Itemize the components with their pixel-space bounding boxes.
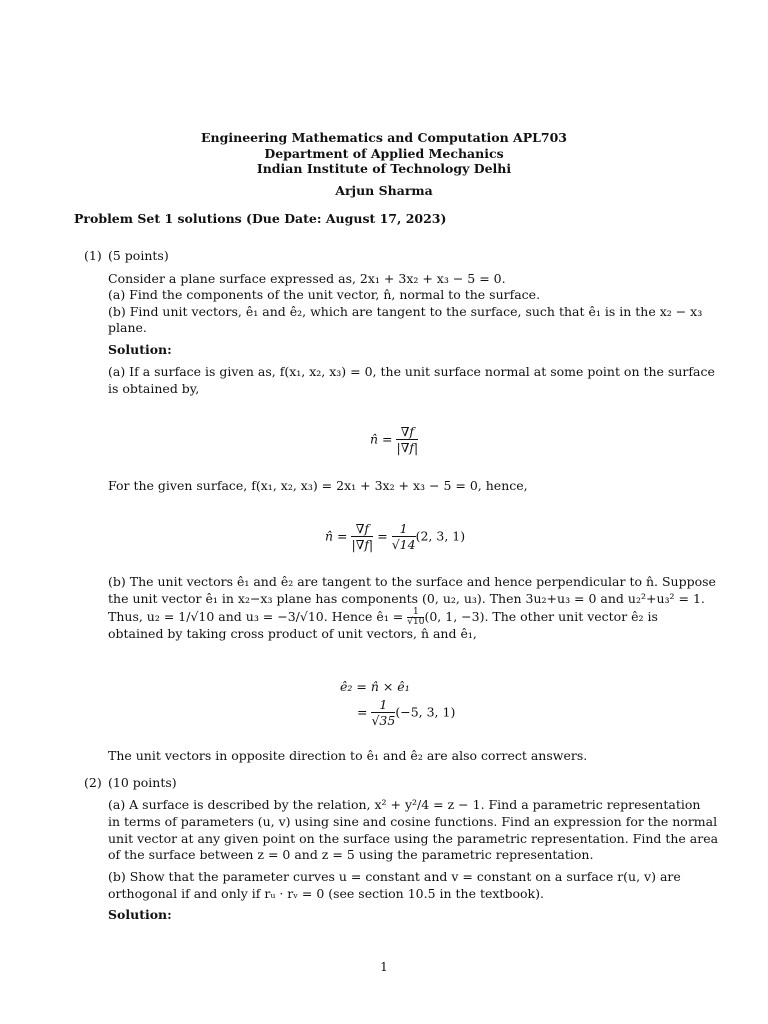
solution-text: For the given surface, f(x₁, x₂, x₃) = 2x₁ + 3x₂ + x₃ − 5 = 0, hence, — [108, 478, 528, 493]
equals-sign: = — [357, 704, 368, 720]
denominator: √14 — [391, 537, 416, 552]
solution-text: (a) If a surface is given as, f(x₁, x₂, x₃) = 0, the unit surface normal at some point on the surface — [108, 364, 715, 379]
problem-2-line: (a) A surface is described by the relation, x² + y²/4 = z − 1. Find a parametric representation — [108, 797, 701, 812]
solution-text: the unit vector ê₁ in x₂−x₃ plane has components (0, u₂, u₃). Then 3u₂+u₃ = 0 and u₂²+u₃² = 1. — [108, 591, 705, 606]
denominator: |∇f| — [351, 537, 374, 552]
equation-lhs: n̂ = — [370, 431, 393, 447]
text-segment: (0, 1, −3). The other unit vector ê₂ is — [424, 609, 658, 624]
problem-set-title: Problem Set 1 solutions (Due Date: August 17, 2023) — [74, 211, 447, 226]
problem-1-line: Consider a plane surface expressed as, 2x₁ + 3x₂ + x₃ − 5 = 0. — [108, 271, 506, 286]
problem-1-line: plane. — [108, 320, 147, 335]
problem-2-points: (10 points) — [108, 775, 177, 790]
numerator: 1 — [407, 608, 424, 618]
problem-2-number: (2) — [84, 775, 102, 790]
fraction — [371, 698, 395, 728]
equation-unit-normal — [370, 425, 418, 455]
denominator: |∇f| — [396, 440, 419, 455]
numerator: ∇f — [396, 425, 418, 440]
solution-text: (b) The unit vectors ê₁ and ê₂ are tangent to the surface and hence perpendicular to n̂. Suppose — [108, 574, 716, 589]
denominator: √35 — [371, 713, 396, 728]
equation-cross-product: ê₂ = n̂ × ê₁ — [340, 679, 410, 694]
denominator: √10 — [407, 617, 425, 627]
fraction — [351, 522, 373, 552]
equation-normal-result — [325, 522, 465, 552]
problem-2-line: unit vector at any given point on the surface using the parametric representation. Find the area — [108, 831, 719, 846]
problem-1-points: (5 points) — [108, 248, 169, 263]
equation-cross-product-result — [357, 698, 455, 728]
numerator: ∇f — [351, 522, 373, 537]
problem-2-line: in terms of parameters (u, v) using sine and cosine functions. Find an expression for the normal — [108, 814, 718, 829]
vector-components: (2, 3, 1) — [415, 528, 466, 544]
numerator: 1 — [392, 522, 416, 537]
solution-label: Solution: — [108, 342, 172, 357]
solution-text: The unit vectors in opposite direction to ê₁ and ê₂ are also correct answers. — [108, 748, 588, 763]
fraction — [396, 425, 418, 455]
equation-lhs: n̂ = — [325, 528, 348, 544]
page-number: 1 — [380, 960, 388, 974]
equals-sign: = — [377, 528, 388, 544]
institute: Indian Institute of Technology Delhi — [256, 161, 512, 176]
numerator: 1 — [371, 698, 395, 713]
text-segment: Thus, u₂ = 1/√10 and u₃ = −3/√10. Hence ê₁ = — [108, 609, 404, 624]
solution-text: obtained by taking cross product of unit vectors, n̂ and ê₁, — [108, 626, 477, 641]
solution-text: is obtained by, — [108, 381, 200, 396]
problem-1-number: (1) — [84, 248, 102, 263]
fraction — [392, 522, 416, 552]
vector-components: (−5, 3, 1) — [395, 704, 456, 720]
problem-2-line: of the surface between z = 0 and z = 5 using the parametric representation. — [108, 847, 594, 862]
fraction — [407, 608, 424, 627]
problem-2-line: (b) Show that the parameter curves u = constant and v = constant on a surface r(u, v) are — [108, 869, 681, 884]
solution-text — [108, 608, 658, 627]
course-title: Engineering Mathematics and Computation APL703 — [201, 130, 567, 145]
department: Department of Applied Mechanics — [264, 146, 504, 161]
solution-label: Solution: — [108, 907, 172, 922]
problem-2-line: orthogonal if and only if rᵤ · rᵥ = 0 (see section 10.5 in the textbook). — [108, 886, 544, 901]
problem-1-line: (b) Find unit vectors, ê₁ and ê₂, which are tangent to the surface, such that ê₁ is in the x₂ − x₃ — [108, 304, 703, 319]
author: Arjun Sharma — [335, 183, 433, 198]
problem-1-line: (a) Find the components of the unit vector, n̂, normal to the surface. — [108, 287, 541, 302]
